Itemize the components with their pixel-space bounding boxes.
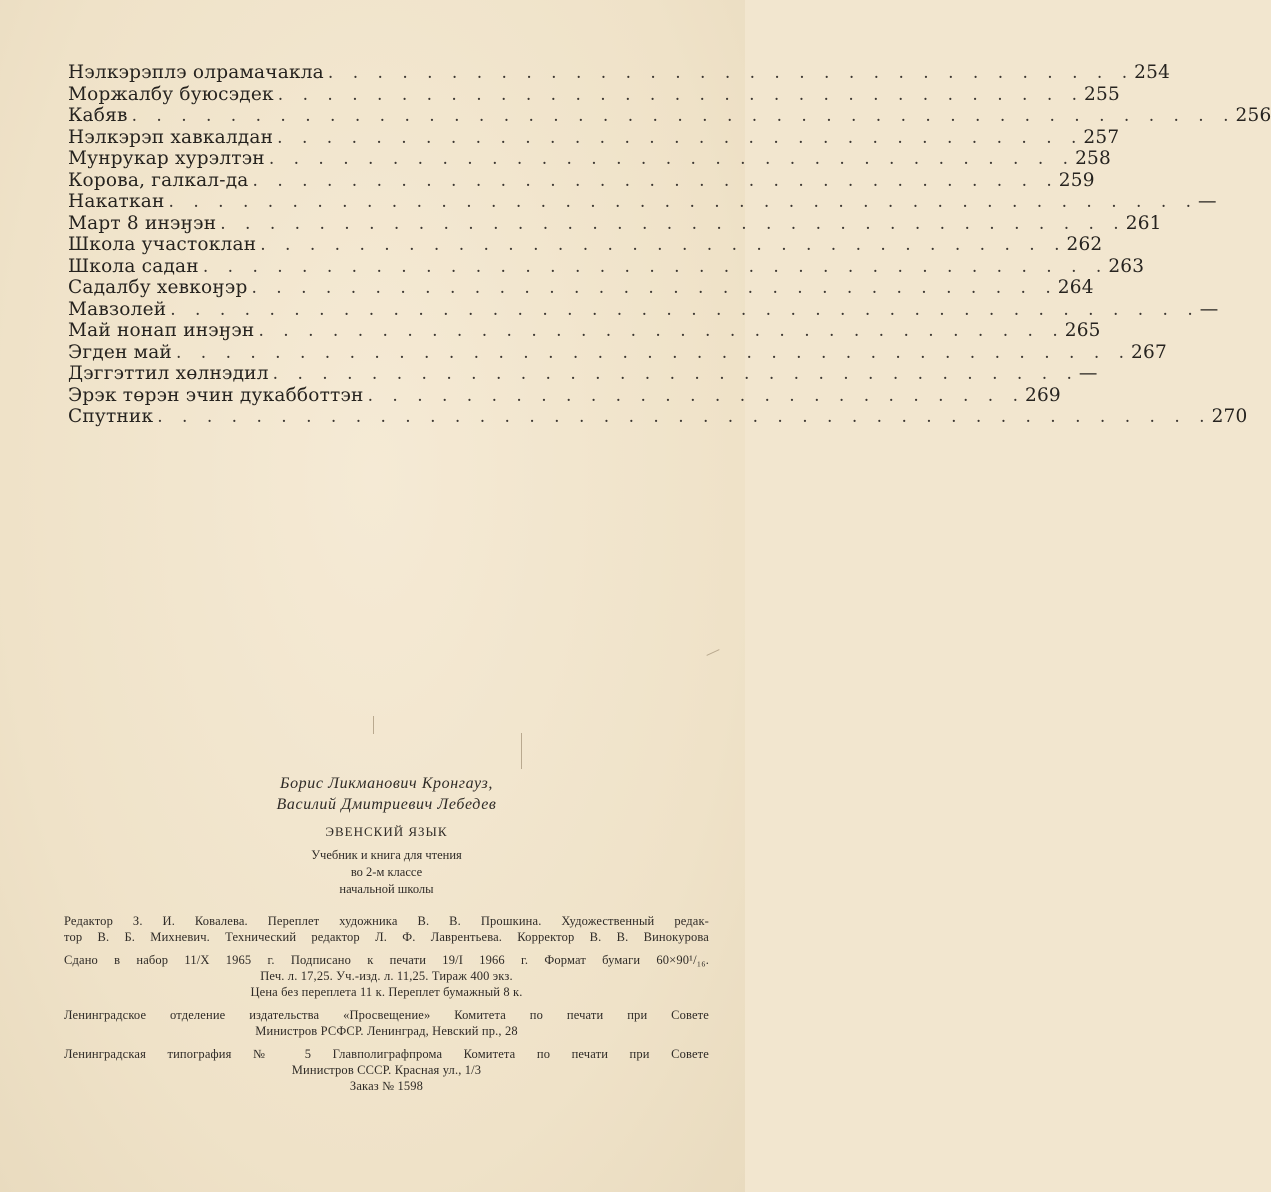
- publisher-line: Министров РСФСР. Ленинград, Невский пр., 28: [255, 1024, 518, 1038]
- toc-entry: [68, 277, 1094, 299]
- toc-entry: [68, 298, 1219, 321]
- author-name: Борис Ликманович Кронгауз,: [280, 775, 493, 792]
- toc-page-number: —: [1078, 363, 1098, 384]
- toc-leader-dots: . . . . . . . . . . . . . . . . . . . . . . . . . . . . . . . . . . . . . . . . . . . . .: [131, 106, 1236, 126]
- toc-entry-title: Спутник: [68, 406, 154, 427]
- credits-line: тор В. Б. Михневич. Технический редактор Л. Ф. Лаврентьева. Корректор В. В. Винокурова: [64, 930, 709, 944]
- toc-leader-dots: . . . . . . . . . . . . . . . . . . . . . . . . . . . . . . . . .: [327, 63, 1135, 83]
- toc-entry-title: Школа участоклан: [68, 234, 257, 255]
- publisher-info: [64, 1007, 709, 1039]
- toc-entry-title: Нэлкэрэп хавкалдан: [68, 126, 274, 148]
- toc-page-number: 255: [1084, 83, 1120, 105]
- book-subtitle: [64, 847, 709, 898]
- toc-page-number: 262: [1066, 234, 1103, 255]
- credits-line: Редактор З. И. Ковалева. Переплет художника В. В. Прошкина. Художественный редак-: [64, 914, 709, 928]
- print-details-line: Печ. л. 17,25. Уч.-изд. л. 11,25. Тираж 400 экз.: [260, 969, 513, 983]
- toc-page-number: 264: [1057, 277, 1094, 298]
- toc-page-number: 261: [1125, 212, 1162, 234]
- toc-entry: [68, 234, 1103, 256]
- toc-leader-dots: . . . . . . . . . . . . . . . . . . . . . . . . . . . . . . . . .: [277, 127, 1084, 148]
- toc-leader-dots: . . . . . . . . . . . . . . . . . . . . . . . . . . . . . . . . . . . . . . . . . . .: [157, 407, 1212, 427]
- toc-entry: [68, 83, 1120, 106]
- toc-entry-title: Накаткан: [68, 191, 165, 212]
- toc-entry: [68, 341, 1167, 364]
- toc-entry: [68, 406, 1248, 428]
- book-title: ЭВЕНСКИЙ ЯЗЫК: [325, 824, 448, 839]
- toc-leader-dots: . . . . . . . . . . . . . . . . . . . . . . . . . . . . . . . . . . . . .: [202, 256, 1109, 277]
- subtitle-line: Учебник и книга для чтения: [311, 848, 462, 862]
- printer-info: [64, 1046, 709, 1094]
- colophon: [64, 773, 709, 1094]
- toc-entry: [68, 105, 1271, 127]
- toc-leader-dots: . . . . . . . . . . . . . . . . . . . . . . . . . . . . . . . . . . . . . . .: [175, 342, 1132, 363]
- toc-entry-title: Эрэк төрэн эчин дукабботтэн: [68, 384, 364, 406]
- toc-entry: [68, 255, 1145, 278]
- toc-page-number: 254: [1134, 62, 1171, 83]
- toc-page-number: 257: [1083, 126, 1120, 148]
- toc-entry: [68, 169, 1095, 192]
- toc-entry: [68, 191, 1217, 213]
- toc-entry-title: Школа садан: [68, 255, 199, 277]
- toc-page-number: 263: [1108, 255, 1145, 277]
- toc-entry-title: Эгден май: [68, 341, 172, 363]
- toc-entry: [68, 212, 1162, 235]
- toc-entry-title: Садалбу хевкоӈэр: [68, 277, 248, 298]
- toc-leader-dots: . . . . . . . . . . . . . . . . . . . . . . . . . . . . . . . . .: [268, 149, 1076, 169]
- toc-entry: [68, 384, 1061, 407]
- toc-entry-title: Мунрукар хурэлтэн: [68, 148, 265, 169]
- author-name: Василий Дмитриевич Лебедев: [276, 796, 497, 813]
- toc-leader-dots: . . . . . . . . . . . . . . . . . . . . . . . . . . . . . . . . .: [251, 278, 1058, 298]
- print-details-line: Сдано в набор 11/X 1965 г. Подписано к печати 19/I 1966 г. Формат бумаги 60×90¹/₁₆.: [64, 953, 709, 967]
- printer-line: Министров СССР. Красная ул., 1/3: [291, 1063, 482, 1077]
- paper-speck: [521, 733, 522, 769]
- paper-speck: [373, 716, 374, 734]
- toc-entry: [68, 320, 1101, 342]
- toc-entry: [68, 62, 1171, 84]
- paper-speck: [706, 649, 719, 656]
- printer-line: Ленинградская типография № 5 Главполиграфпрома Комитета по печати при Совете: [64, 1047, 709, 1061]
- toc-page-number: 269: [1024, 384, 1061, 406]
- toc-page-number: 265: [1064, 320, 1101, 341]
- subtitle-line: во 2-м классе: [350, 865, 423, 879]
- authors: [64, 773, 709, 815]
- toc-leader-dots: . . . . . . . . . . . . . . . . . . . . . . . . . . . . . . . . .: [258, 321, 1065, 341]
- toc-page-number: 256: [1235, 105, 1271, 126]
- subtitle-line: начальной школы: [339, 882, 434, 896]
- toc-entry: [68, 148, 1111, 170]
- toc-entry-title: Кабяв: [68, 105, 128, 126]
- toc-leader-dots: . . . . . . . . . . . . . . . . . . . . . . . . . . . . . . . . . . . . . . . . . .: [170, 299, 1200, 320]
- publisher-line: Ленинградское отделение издательства «Просвещение» Комитета по печати при Совете: [64, 1008, 709, 1022]
- print-details: [64, 952, 709, 1000]
- toc-page-number: 267: [1131, 341, 1167, 363]
- toc-page-number: —: [1198, 191, 1217, 212]
- toc-leader-dots: . . . . . . . . . . . . . . . . . . . . . . . . . . . . . . . . .: [252, 170, 1059, 191]
- order-number: Заказ № 1598: [349, 1079, 424, 1093]
- toc-entry-title: Май нонап инэӈэн: [68, 320, 255, 341]
- toc-page-number: —: [1199, 298, 1219, 320]
- toc-entry-title: Дэггэттил хөлнэдил: [68, 363, 269, 384]
- toc-leader-dots: . . . . . . . . . . . . . . . . . . . . . . . . . . . . . . . . . . . . . . . . . .: [168, 192, 1199, 212]
- toc-leader-dots: . . . . . . . . . . . . . . . . . . . . . . . . . . . . . . . . .: [260, 235, 1067, 255]
- price-line: Цена без переплета 11 к. Переплет бумажный 8 к.: [250, 985, 523, 999]
- table-of-contents: [68, 62, 1271, 428]
- toc-leader-dots: . . . . . . . . . . . . . . . . . . . . . . . . . . . . . . . . . . . . .: [220, 213, 1126, 234]
- toc-page-number: 258: [1075, 148, 1111, 169]
- toc-leader-dots: . . . . . . . . . . . . . . . . . . . . . . . . . . . . . . . . .: [277, 84, 1085, 105]
- toc-page-number: 270: [1211, 406, 1248, 427]
- toc-entry-title: Нэлкэрэплэ олрамачакла: [68, 62, 324, 83]
- toc-leader-dots: . . . . . . . . . . . . . . . . . . . . . . . . . . .: [367, 385, 1025, 406]
- toc-entry-title: Мавзолей: [68, 298, 167, 320]
- toc-entry-title: Корова, галкал-да: [68, 169, 249, 191]
- editors-credits: [64, 913, 709, 945]
- toc-leader-dots: . . . . . . . . . . . . . . . . . . . . . . . . . . . . . . . . .: [272, 364, 1079, 384]
- toc-entry-title: Март 8 инэӈэн: [68, 212, 217, 234]
- toc-entry: [68, 363, 1098, 385]
- toc-page-number: 259: [1058, 169, 1095, 191]
- toc-entry-title: Моржалбу буюсэдек: [68, 83, 274, 105]
- toc-entry: [68, 126, 1120, 149]
